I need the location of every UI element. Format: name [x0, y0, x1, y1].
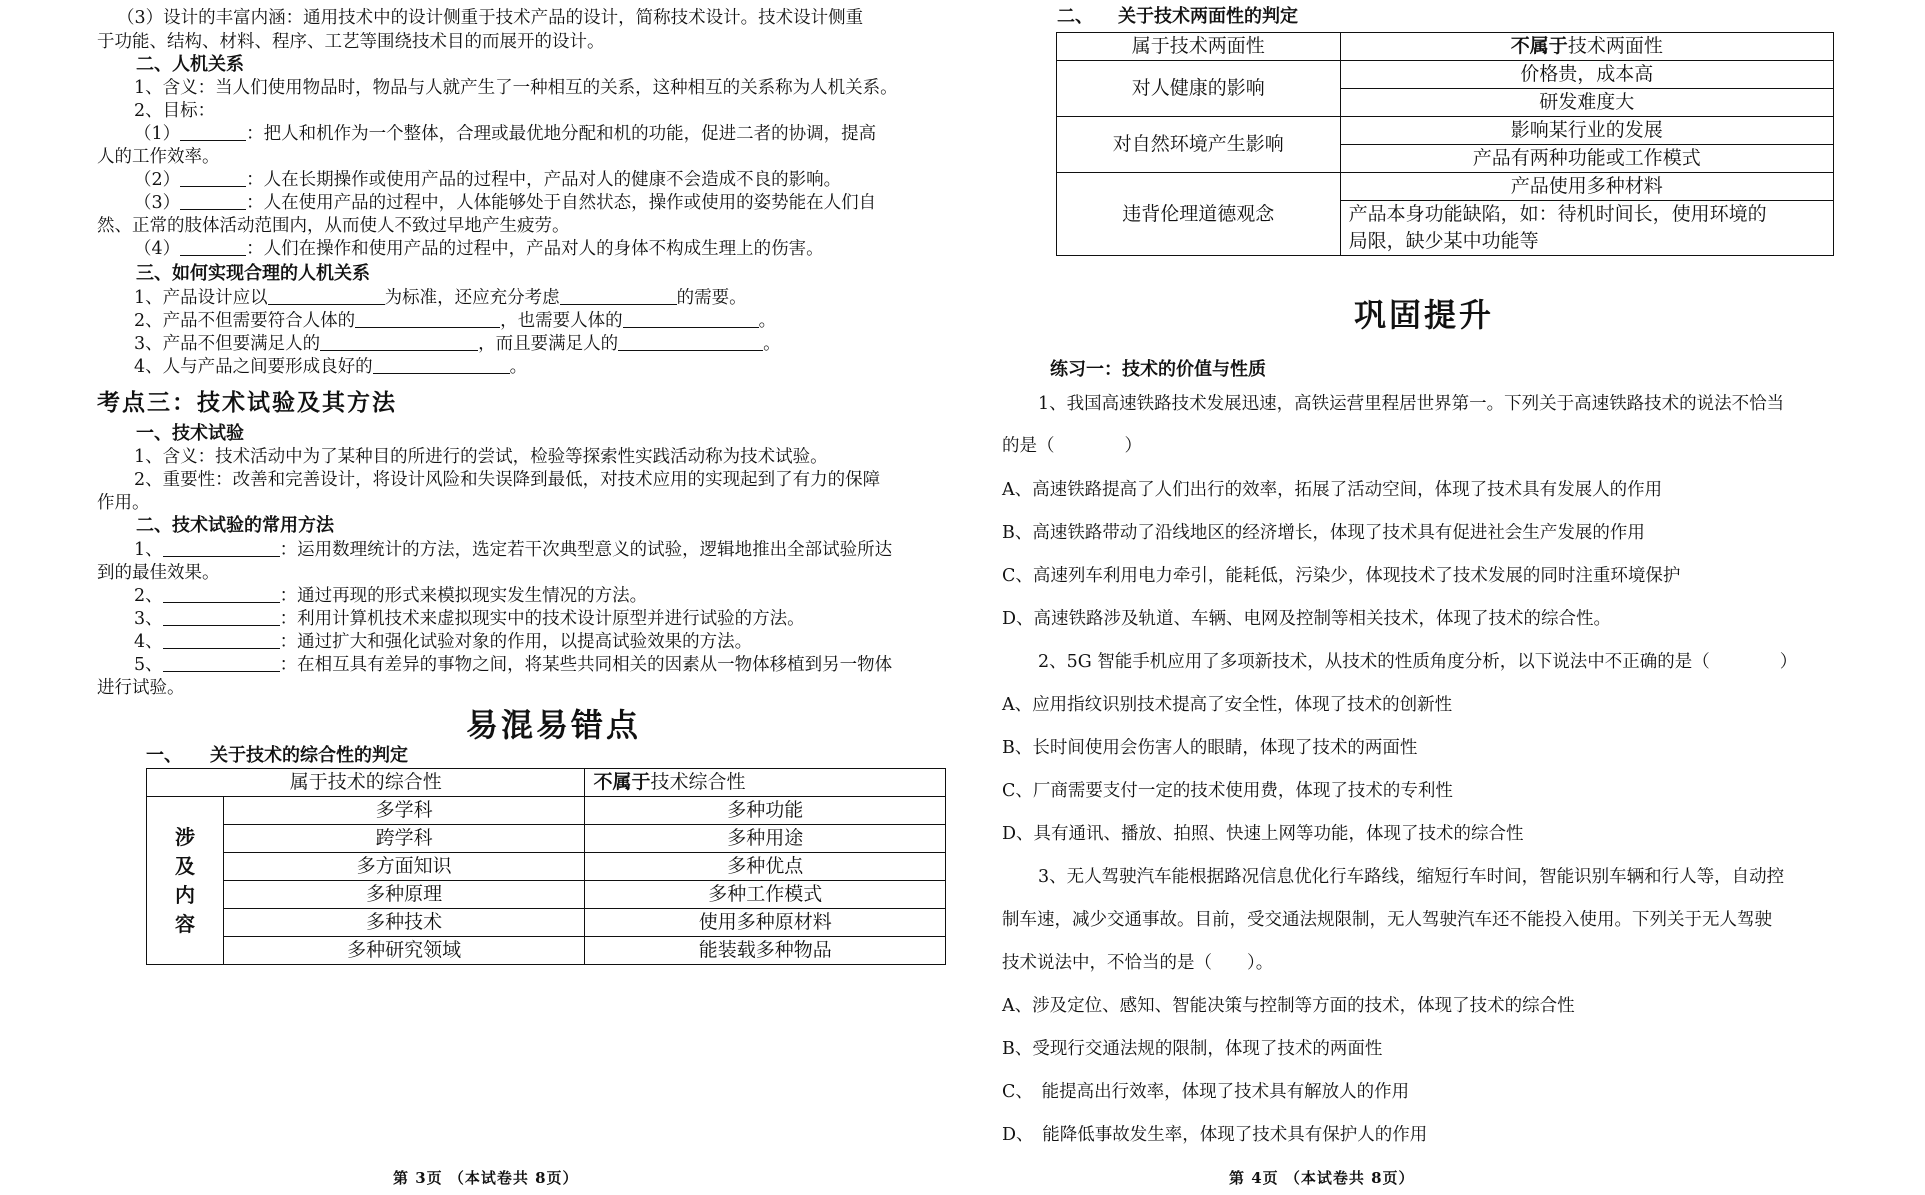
shiyan-importance: 2、重要性：改善和完善设计，将设计风险和失误降到最低，对技术应用的实现起到了有力的保障	[134, 470, 881, 490]
question-1-option-b[interactable]: B、高速铁路带动了沿线地区的经济增长，体现了技术具有促进社会生产发展的作用	[1002, 523, 1645, 543]
method-4-number: 4、	[134, 632, 163, 652]
method-1	[134, 538, 892, 562]
header-bold-text: 不属于	[593, 771, 651, 793]
liangmian-table	[1056, 32, 1834, 256]
question-3-option-b[interactable]: B、受现行交通法规的限制，体现了技术的两面性	[1002, 1039, 1383, 1059]
fill-blank[interactable]	[163, 584, 280, 603]
table-cell: 多种技术	[223, 909, 585, 937]
goal-3-text: ：人在使用产品的过程中，人体能够处于自然状态，操作或使用的姿势能在人们自	[246, 193, 877, 213]
table-row	[147, 769, 946, 797]
heli-2-text-b: ，也需要人体的	[500, 311, 623, 331]
question-1-cont: 的是（ ）	[1002, 436, 1142, 456]
fill-blank[interactable]	[560, 286, 677, 305]
method-1-cont: 到的最佳效果。	[97, 563, 220, 583]
section-heading-heli: 三、如何实现合理的人机关系	[136, 263, 370, 284]
cell-line: 产品本身功能缺陷，如：待机时间长，使用环境的	[1348, 203, 1767, 225]
goal-3-cont: 然、正常的肢体活动范围内，从而使人不致过早地产生疲劳。	[97, 216, 570, 236]
table-cell: 多种功能	[585, 797, 946, 825]
page-footer: 第 3页 （本试卷共 8页）	[393, 1169, 579, 1187]
question-3-cont-2: 技术说法中，不恰当的是（ ）。	[1002, 953, 1274, 973]
section-heading-fangfa: 二、技术试验的常用方法	[136, 515, 334, 536]
question-1-option-d[interactable]: D、高速铁路涉及轨道、车辆、电网及控制等相关技术，体现了技术的综合性。	[1002, 609, 1612, 629]
fill-blank[interactable]	[355, 309, 500, 328]
fill-blank[interactable]	[163, 607, 280, 626]
fill-blank[interactable]	[618, 332, 763, 351]
side-label-char: 容	[174, 911, 195, 936]
goal-1	[134, 122, 876, 146]
zonghe-heading: 关于技术的综合性的判定	[210, 745, 408, 766]
heli-1-text-b: 为标准，还应充分考虑	[384, 288, 560, 308]
table-cell: 产品使用多种材料	[1340, 173, 1833, 201]
table-cell	[1340, 201, 1833, 256]
shiyan-definition: 1、含义：技术活动中为了某种目的所进行的尝试，检验等探索性实践活动称为技术试验。	[134, 447, 828, 467]
side-label-char: 内	[174, 882, 195, 907]
fill-blank[interactable]	[180, 191, 246, 210]
lianxi-1-heading: 练习一：技术的价值与性质	[1050, 359, 1266, 380]
table-cell: 能装载多种物品	[585, 937, 946, 965]
goal-2-prefix: （2）	[134, 170, 181, 190]
table-row	[147, 937, 946, 965]
table-cell: 违背伦理道德观念	[1057, 173, 1341, 256]
fill-blank[interactable]	[180, 122, 246, 141]
header-bold-text: 不属于	[1510, 35, 1568, 57]
method-5	[134, 653, 892, 677]
table-row	[147, 825, 946, 853]
header-text: 技术两面性	[1567, 35, 1663, 57]
cell-line: 局限，缺少某中功能等	[1348, 230, 1539, 252]
renji-definition: 1、含义：当人们使用物品时，物品与人就产生了一种相互的关系，这种相互的关系称为人机关系。	[134, 78, 898, 98]
goal-4-text: ：人们在操作和使用产品的过程中，产品对人的身体不构成生理上的伤害。	[246, 239, 824, 259]
table-header-cell	[585, 769, 946, 797]
question-2-option-b[interactable]: B、长时间使用会伤害人的眼睛，体现了技术的两面性	[1002, 738, 1418, 758]
renji-goal-label: 2、目标：	[134, 101, 216, 121]
method-1-text: ：运用数理统计的方法，选定若干次典型意义的试验，逻辑地推出全部试验所达	[279, 540, 893, 560]
heli-2-text-a: 2、产品不但需要符合人体的	[134, 311, 356, 331]
table-row	[147, 853, 946, 881]
yihun-title: 易混易错点	[466, 706, 642, 744]
side-label-char: 及	[174, 853, 195, 878]
section-heading-renji: 二、人机关系	[136, 54, 244, 75]
liangmian-heading-number: 二、	[1057, 6, 1093, 27]
question-1: 1、我国高速铁路技术发展迅速，高铁运营里程居世界第一。下列关于高速铁路技术的说法不恰当	[1038, 394, 1785, 414]
goal-1-text: ：把人和机作为一个整体，合理或最优地分配和机的功能，促进二者的协调，提高	[246, 124, 877, 144]
method-3-number: 3、	[134, 609, 163, 629]
goal-2-text: ：人在长期操作或使用产品的过程中，产品对人的健康不会造成不良的影响。	[246, 170, 842, 190]
heli-1-text-c: 的需要。	[676, 288, 747, 308]
goal-2	[134, 168, 841, 192]
table-cell: 多种优点	[585, 853, 946, 881]
question-3-cont-1: 制车速，减少交通事故。目前，受交通法规限制，无人驾驶汽车还不能投入使用。下列关于无人驾驶	[1002, 910, 1772, 930]
table-cell: 多种工作模式	[585, 881, 946, 909]
table-row	[1057, 117, 1834, 145]
fill-blank[interactable]	[268, 286, 385, 305]
table-cell: 产品有两种功能或工作模式	[1340, 145, 1833, 173]
question-2-option-d[interactable]: D、具有通讯、播放、拍照、快速上网等功能，体现了技术的综合性	[1002, 824, 1524, 844]
method-3-text: ：利用计算机技术来虚拟现实中的技术设计原型并进行试验的方法。	[279, 609, 805, 629]
method-4	[134, 630, 752, 654]
table-cell: 价格贵，成本高	[1340, 61, 1833, 89]
table-cell: 多种研究领域	[223, 937, 585, 965]
fill-blank[interactable]	[320, 332, 478, 351]
heli-item-2	[134, 309, 776, 333]
liangmian-heading: 关于技术两面性的判定	[1118, 6, 1298, 27]
question-3-option-c[interactable]: C、 能提高出行效率，体现了技术具有解放人的作用	[1002, 1082, 1410, 1102]
table-cell: 影响某行业的发展	[1340, 117, 1833, 145]
method-5-text: ：在相互具有差异的事物之间，将某些共同相关的因素从一物体移植到另一物体	[279, 655, 893, 675]
fill-blank[interactable]	[180, 237, 246, 256]
question-1-option-a[interactable]: A、高速铁路提高了人们出行的效率，拓展了活动空间，体现了技术具有发展人的作用	[1002, 480, 1663, 500]
table-cell: 对人健康的影响	[1057, 61, 1341, 117]
zonghe-heading-number: 一、	[146, 745, 182, 766]
question-2-option-a[interactable]: A、应用指纹识别技术提高了安全性，体现了技术的创新性	[1002, 695, 1453, 715]
heli-2-text-c: 。	[758, 311, 777, 331]
heli-4-text-b: 。	[509, 357, 528, 377]
table-header-cell: 属于技术两面性	[1057, 33, 1341, 61]
fill-blank[interactable]	[163, 653, 280, 672]
kaodian-3-heading: 考点三：技术试验及其方法	[97, 389, 397, 416]
side-label-char: 涉	[174, 824, 195, 849]
table-cell: 多种用途	[585, 825, 946, 853]
goal-4-prefix: （4）	[134, 239, 181, 259]
heli-4-text-a: 4、人与产品之间要形成良好的	[134, 357, 373, 377]
question-1-option-c[interactable]: C、高速列车利用电力牵引，能耗低，污染少，体现技术了技术发展的同时注重环境保护	[1002, 566, 1681, 586]
table-row	[1057, 173, 1834, 201]
shiyan-importance-cont: 作用。	[97, 493, 150, 513]
heli-3-text-a: 3、产品不但要满足人的	[134, 334, 321, 354]
section-heading-shiyan: 一、技术试验	[136, 423, 244, 444]
table-row	[147, 909, 946, 937]
heli-1-text-a: 1、产品设计应以	[134, 288, 268, 308]
question-2: 2、5G 智能手机应用了多项新技术，从技术的性质角度分析，以下说法中不正确的是（ ）	[1038, 652, 1798, 672]
table-cell: 使用多种原材料	[585, 909, 946, 937]
heli-item-4	[134, 355, 527, 379]
question-3-option-d[interactable]: D、 能降低事故发生率，体现了技术具有保护人的作用	[1002, 1125, 1428, 1145]
question-3: 3、无人驾驶汽车能根据路况信息优化行车路线，缩短行车时间，智能识别车辆和行人等，自动控	[1038, 867, 1785, 887]
zonghe-table	[146, 768, 946, 965]
table-cell: 对自然环境产生影响	[1057, 117, 1341, 173]
heli-item-1	[134, 286, 747, 310]
table-cell: 研发难度大	[1340, 89, 1833, 117]
goal-1-cont: 人的工作效率。	[97, 147, 220, 167]
table-header-cell	[1340, 33, 1833, 61]
fill-blank[interactable]	[180, 168, 246, 187]
design-content-paragraph-cont: 于功能、结构、材料、程序、工艺等围绕技术目的而展开的设计。	[97, 32, 605, 52]
method-5-cont: 进行试验。	[97, 678, 185, 698]
design-content-paragraph: （3）设计的丰富内涵：通用技术中的设计侧重于技术产品的设计，简称技术设计。技术设计侧重	[117, 8, 864, 28]
heli-3-text-b: ，而且要满足人的	[478, 334, 619, 354]
method-1-number: 1、	[134, 540, 163, 560]
method-2	[134, 584, 647, 608]
method-4-text: ：通过扩大和强化试验对象的作用，以提高试验效果的方法。	[279, 632, 753, 652]
goal-3	[134, 191, 876, 215]
table-cell: 跨学科	[223, 825, 585, 853]
method-3	[134, 607, 805, 631]
heli-item-3	[134, 332, 781, 356]
goal-3-prefix: （3）	[134, 193, 181, 213]
table-cell: 多种原理	[223, 881, 585, 909]
table-row	[147, 797, 946, 825]
table-cell: 多方面知识	[223, 853, 585, 881]
heli-3-text-c: 。	[763, 334, 781, 354]
table-row	[147, 881, 946, 909]
fill-blank[interactable]	[623, 309, 759, 328]
right-page	[962, 0, 1925, 1195]
page-footer: 第 4页 （本试卷共 8页）	[1229, 1169, 1415, 1187]
method-5-number: 5、	[134, 655, 163, 675]
left-page	[0, 0, 962, 1195]
goal-4	[134, 237, 824, 261]
table-row	[1057, 33, 1834, 61]
table-cell: 多学科	[223, 797, 585, 825]
method-2-text: ：通过再现的形式来模拟现实发生情况的方法。	[279, 586, 648, 606]
method-2-number: 2、	[134, 586, 163, 606]
question-2-option-c[interactable]: C、厂商需要支付一定的技术使用费，体现了技术的专利性	[1002, 781, 1453, 801]
goal-1-prefix: （1）	[134, 124, 181, 144]
fill-blank[interactable]	[373, 355, 510, 374]
fill-blank[interactable]	[163, 630, 280, 649]
fill-blank[interactable]	[163, 538, 280, 557]
header-text: 技术综合性	[650, 771, 746, 793]
table-header-cell: 属于技术的综合性	[147, 769, 585, 797]
table-row	[1057, 61, 1834, 89]
question-3-option-a[interactable]: A、涉及定位、感知、智能决策与控制等方面的技术，体现了技术的综合性	[1002, 996, 1575, 1016]
side-label-cell	[147, 797, 224, 965]
gonggu-title: 巩固提升	[1354, 296, 1495, 334]
